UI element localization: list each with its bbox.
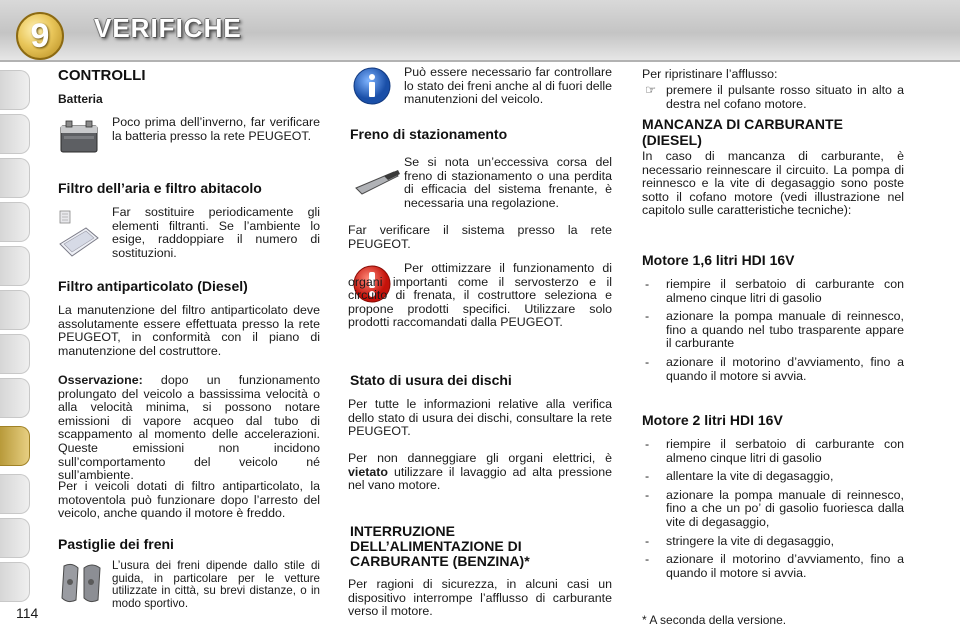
chapter-tab[interactable] [0, 202, 30, 242]
disc-wear-text2-pre: Per non danneggiare gli organi elettrici, è [348, 451, 612, 465]
engine-2-title: Motore 2 litri HDI 16V [642, 412, 783, 428]
fuel-cutoff-title-line2: DELL’ALIMENTAZIONE DI [350, 538, 522, 554]
parking-brake-text2: Far verificare il sistema presso la rete PEUGEOT. [348, 223, 612, 251]
particulate-filter-note [58, 374, 320, 483]
restore-intro: Per ripristinare l’afflusso: [642, 67, 778, 81]
chapter-tab[interactable] [0, 114, 30, 154]
list-item: - riempire il serbatoio di carburante con almeno cinque litri di gasolio [645, 437, 904, 465]
list-item: - azionare la pompa manuale di reinnesco, fino a quando nel tubo trasparente appare il carburante [645, 309, 904, 351]
chapter-side-tabs [0, 70, 34, 590]
fuel-cutoff-title-line3: CARBURANTE (BENZINA)* [350, 553, 530, 569]
particulate-filter-text: La manutenzione del filtro antiparticolato deve assolutamente essere effettuata presso la rete PEUGEOT, in conformità con il piano di manutenzione del costruttore. [58, 303, 320, 358]
particulate-filter-title: Filtro antiparticolato (Diesel) [58, 278, 248, 294]
page-header [0, 0, 960, 62]
info-note-text: Può essere necessario far controllare lo stato dei freni anche al di fuori delle manutenzioni del veicolo. [404, 65, 613, 107]
disc-wear-title: Stato di usura dei dischi [350, 372, 512, 388]
pointing-hand-icon: ☞ [645, 83, 657, 97]
chapter-tab[interactable] [0, 246, 30, 286]
chapter-title: VERIFICHE [94, 13, 242, 43]
particulate-filter-text2: Per i veicoli dotati di filtro antiparticolato, la motoventola può funzionare dopo l’arresto del veicolo, anche quando il motore è freddo. [58, 479, 320, 521]
footnote: * A seconda della versione. [642, 613, 787, 627]
engine-2-list [642, 438, 904, 585]
note-label: Osservazione: [58, 373, 143, 387]
battery-title: Batteria [58, 92, 103, 106]
fuel-cutoff-title [350, 524, 530, 569]
list-item: ☞ premere il pulsante rosso situato in alto a destra nel cofano motore. [645, 83, 904, 111]
warning-note-text: Per ottimizzare il funzionamento di organi importanti come il servosterzo e il circuito di frenata, il costruttore seleziona e propone prodotti specifici. Utilizzare solo prodotti raccomandati dalla PEUGEOT. [348, 261, 612, 330]
battery-text: Poco prima dell’inverno, far verificare la batteria presso la rete PEUGEOT. [112, 115, 320, 143]
chapter-tab[interactable] [0, 290, 30, 330]
list-item: - riempire il serbatoio di carburante con almeno cinque litri di gasolio [645, 277, 904, 305]
fuel-cutoff-title-line1: INTERRUZIONE [350, 523, 455, 539]
parking-brake-lever-icon [354, 160, 400, 200]
chapter-tab[interactable] [0, 334, 30, 374]
parking-brake-title: Freno di stazionamento [350, 126, 508, 142]
engine-16-list [642, 278, 904, 388]
diesel-shortage-title [642, 116, 843, 148]
chapter-tab[interactable] [0, 70, 30, 110]
diesel-shortage-title-line1: MANCANZA DI CARBURANTE [642, 116, 843, 132]
air-filter-text: Far sostituire periodicamente gli elementi filtranti. Se l’ambiente lo esige, raddoppiare il numero di sostituzioni. [112, 205, 320, 260]
chapter-tab[interactable] [0, 518, 30, 558]
disc-wear-text: Per tutte le informazioni relative alla verifica dello stato di usura dei dischi, consultare la rete PEUGEOT. [348, 397, 612, 439]
chapter-number-badge: 9 [16, 12, 64, 60]
section-title-controlli: CONTROLLI [58, 67, 146, 84]
car-battery-icon [58, 116, 100, 156]
restore-list [642, 84, 904, 116]
list-item: - stringere la vite di degasaggio, [645, 533, 835, 548]
chapter-tab[interactable] [0, 378, 30, 418]
list-item: - azionare il motorino d’avviamento, fino a quando il motore si avvia. [645, 552, 904, 580]
diesel-shortage-text: In caso di mancanza di carburante, è necessario reinnescare il circuito. La pompa di reinnesco e la vite di degasaggio sono poste sotto il cofano motore (vedi illustrazione nel capitolo sulle caratteristiche tecniche): [642, 149, 904, 218]
disc-wear-text2-post: utilizzare il lavaggio ad alta pressione nel vano motore. [348, 464, 612, 493]
chapter-tab[interactable] [0, 474, 30, 514]
brake-pads-title: Pastiglie dei freni [58, 536, 174, 552]
list-item: - allentare la vite di degasaggio, [645, 469, 834, 484]
note-text: dopo un funzionamento prolungato del veicolo a bassissima velocità o alla velocità minima, si possono notare emissioni di vapore acqueo dal tubo di scappamento al momento delle accelerazioni. Queste emissioni non incidono sull’comportamento del veicolo né sull’ambiente. [58, 373, 320, 483]
list-item: - azionare la pompa manuale di reinnesco, fino a che un po’ di gasolio fuoriesca dalla vite di degasaggio, [645, 487, 904, 529]
diesel-shortage-title-line2: (DIESEL) [642, 132, 702, 148]
air-filter-icon [58, 210, 100, 262]
disc-wear-text2 [348, 452, 612, 493]
chapter-tab-active[interactable] [0, 426, 30, 466]
list-item: - azionare il motorino d’avviamento, fino a quando il motore si avvia. [645, 354, 904, 383]
fuel-cutoff-text: Per ragioni di sicurezza, in alcuni casi un dispositivo interrompe l’afflusso di carburante verso il motore. [348, 577, 612, 619]
chapter-tab[interactable] [0, 562, 30, 602]
brake-pads-text: L’usura dei freni dipende dallo stile di guida, in particolare per le vetture utilizzate in città, su brevi distanze, o in modo sportivo. [112, 559, 320, 610]
brake-pads-icon [58, 560, 104, 606]
engine-16-title: Motore 1,6 litri HDI 16V [642, 252, 795, 268]
info-icon [352, 66, 392, 106]
parking-brake-text: Se si nota un’eccessiva corsa del freno di stazionamento o una perdita di efficacia del sistema frenante, è necessaria una regolazione. [404, 155, 612, 210]
disc-wear-text2-bold: vietato [348, 464, 388, 479]
chapter-tab[interactable] [0, 158, 30, 198]
air-filter-title: Filtro dell’aria e filtro abitacolo [58, 180, 262, 196]
page-number: 114 [16, 605, 39, 621]
